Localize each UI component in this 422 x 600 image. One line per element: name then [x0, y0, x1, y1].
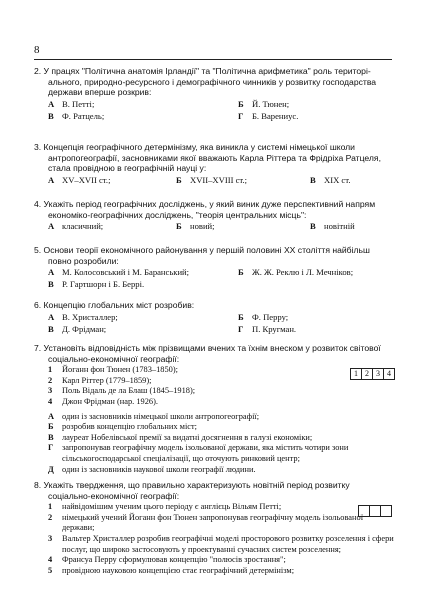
- options-row: [48, 99, 394, 110]
- option-a[interactable]: А XV–XVII ст.;: [48, 174, 111, 185]
- answer-header-cell: 3: [373, 369, 384, 380]
- page-number: 8: [34, 44, 40, 56]
- question-8: [34, 480, 394, 576]
- answer-header-cell: 1: [351, 369, 362, 380]
- list-item: 4 Франсуа Перру сформулював концепцію "полюсів зростання";: [48, 555, 286, 565]
- list-item: 2 німецький учений Йоганн фон Тюнен запропонував географічну модель ізольованої держави;: [48, 512, 364, 533]
- option-c[interactable]: В новітній: [310, 221, 355, 232]
- question-text: 4. Укажіть період географічних досліджень, у який виник дуже перспективний напрям економіко-географічних досліджень, "теорія центральних місць":: [34, 199, 376, 220]
- answer-cell[interactable]: [359, 506, 370, 517]
- option-b[interactable]: Б Ж. Ж. Реклю і Л. Мечніков;: [238, 267, 354, 278]
- option-a[interactable]: А класичний;: [48, 221, 104, 232]
- option-d[interactable]: Г Б. Варениус.: [238, 110, 299, 121]
- option-c[interactable]: В XIX ст.: [310, 174, 351, 185]
- question-text: 3. Концепція географічного детермінізму, яка виникла у системі німецької школи антропогеографії, засновниками якої вважають Карла Ріттера та Фрідріха Ратцеля, стала провідною в географічній науці у:: [34, 142, 381, 174]
- question-text: 2. У працях "Політична анатомія Ірландії" та "Політична арифметика" роль територі-ального, природно-ресурсного і демографічного чинників у розвитку господарства держави вперше розкрив:: [34, 66, 377, 98]
- question-3: [34, 142, 394, 186]
- question-5: [34, 245, 394, 290]
- option-b[interactable]: Б Й. Тюнен;: [238, 98, 290, 109]
- list-item: Б розробив концепцію глобальних міст;: [48, 422, 198, 432]
- answer-grid: [350, 368, 395, 380]
- question-7: [34, 343, 394, 475]
- options-row: [48, 324, 394, 335]
- options-row: [48, 111, 394, 122]
- list-item: 1 найвідомішим ученим цього періоду є англієць Вільям Петті;: [48, 502, 282, 512]
- question-6: [34, 300, 394, 335]
- question-2: [34, 66, 394, 122]
- options-row: [48, 175, 394, 186]
- option-c[interactable]: В Р. Гартшорн і Б. Беррі.: [48, 279, 145, 290]
- option-a[interactable]: А М. Колосовський і М. Баранський;: [48, 267, 190, 278]
- question-text: 8. Укажіть твердження, що правильно характеризують новітній період розвитку соціально-економічної географії:: [34, 480, 350, 501]
- options-row: [48, 279, 394, 290]
- options-row: [48, 267, 394, 278]
- answer-cell[interactable]: [370, 506, 381, 517]
- option-c[interactable]: В Ф. Ратцель;: [48, 110, 105, 121]
- option-b[interactable]: Б Ф. Перру;: [238, 311, 289, 322]
- numbered-list: [48, 365, 394, 407]
- option-a[interactable]: А В. Петті;: [48, 98, 95, 109]
- answer-header-cell: 4: [384, 369, 395, 380]
- answer-grid: [358, 505, 392, 517]
- question-text: 7. Установіть відповідність між прізвищами вчених та їхнім внеском у розвиток світової соціально-економічної географії:: [34, 343, 381, 364]
- list-item: А один із засновників німецької школи антропогеографії;: [48, 411, 260, 421]
- answer-header-cell: 2: [362, 369, 373, 380]
- list-item: 3 Поль Відаль де ла Блаш (1845–1918);: [48, 386, 196, 396]
- list-item: 1 Йоганн фон Тюнен (1783–1850);: [48, 365, 178, 375]
- option-b[interactable]: Б новий;: [176, 221, 215, 232]
- options-row: [48, 312, 394, 323]
- question-4: [34, 199, 394, 232]
- option-a[interactable]: А В. Христаллер;: [48, 311, 118, 322]
- list-item: 4 Джон Фрідман (нар. 1926).: [48, 396, 158, 406]
- option-c[interactable]: В Д. Фрідман;: [48, 323, 107, 334]
- answer-cell[interactable]: [381, 506, 392, 517]
- options-row: [48, 221, 394, 232]
- lettered-list: [48, 412, 394, 476]
- list-item: 3 Вальтер Христаллер розробив географічні моделі просторового розвитку розселення і сфери послуг, що широко застосовують у проектуванні сучасних систем розселення;: [48, 533, 394, 554]
- header-rule: [34, 59, 392, 60]
- question-text: 6. Концепцію глобальних міст розробив:: [34, 300, 195, 310]
- list-item: Д один із засновників наукової школи географії людини.: [48, 464, 256, 474]
- list-item: 2 Карл Ріттер (1779–1859);: [48, 375, 152, 385]
- numbered-list: [48, 502, 394, 576]
- option-d[interactable]: Г П. Кругман.: [238, 323, 297, 334]
- list-item: 5 провідною науковою концепцією стає географічний детермінізм;: [48, 565, 295, 575]
- question-text: 5. Основи теорії економічного районування у першій половині XX століття найбільш повно розробили:: [34, 245, 370, 266]
- option-b[interactable]: Б XVII–XVIII ст.;: [176, 174, 248, 185]
- list-item: В лауреат Нобелівської премії за видатні досягнення в галузі економіки;: [48, 432, 313, 442]
- list-item: Г запропонував географічну модель ізольованої держави, яка містить чотири зони сільськогосподарської спеціалізації, що оточують ринковий центр;: [48, 443, 349, 463]
